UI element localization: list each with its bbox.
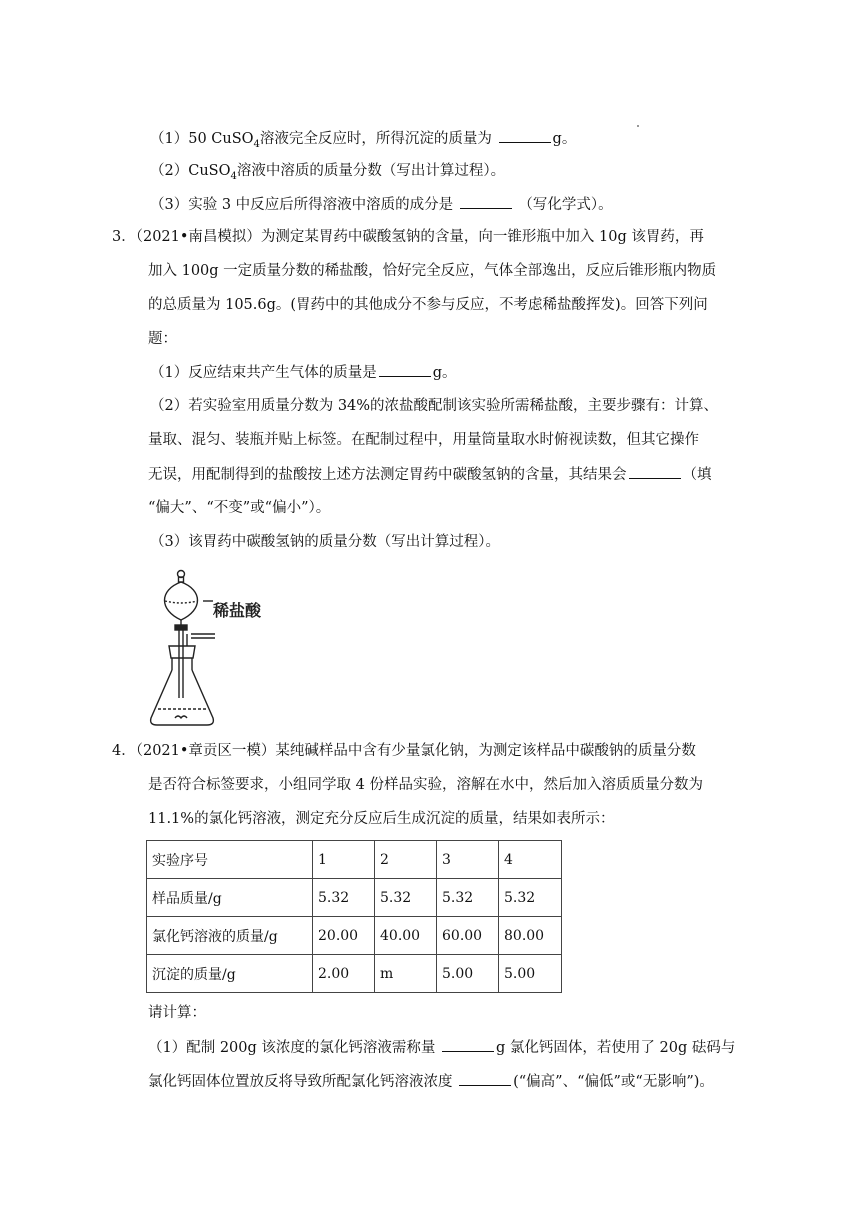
table-row	[147, 917, 562, 955]
q4-stem-line3: 11.1%的氯化钙溶液，测定充分反应后生成沉淀的质量，结果如表所示：	[148, 811, 615, 827]
answer-blank[interactable]	[499, 128, 551, 143]
q2-part3: （3）实验 3 中反应后所得溶液中溶质的成分是 （写化学式）。	[150, 194, 613, 215]
table-cell: 沉淀的质量/g	[147, 955, 313, 993]
q3-part1: （1）反应结束共产生气体的质量是 g。	[150, 362, 457, 383]
answer-blank[interactable]	[459, 1071, 511, 1086]
q4-calc-label: 请计算：	[148, 1005, 206, 1021]
q3-part2-line1: （2）若实验室用质量分数为 34%的浓盐酸配制该实验所需稀盐酸，主要步骤有：计算、	[150, 398, 719, 414]
table-cell: 2.00	[313, 955, 375, 993]
table-cell: 4	[499, 841, 562, 879]
q3-part2-line3: 无误，用配制得到的盐酸按上述方法测定胃药中碳酸氢钠的含量，其结果会 （填	[148, 464, 712, 485]
solid-sample	[175, 716, 187, 718]
table-cell: m	[375, 955, 437, 993]
results-table	[146, 840, 562, 993]
q3-part3: （3）该胃药中碳酸氢钠的质量分数（写出计算过程）。	[150, 534, 500, 550]
q4-stem-line1: 4．（2021•章贡区一模）某纯碱样品中含有少量氯化钠，为测定该样品中碳酸钠的质量分数	[112, 743, 696, 759]
q2-part1: （1）50 CuSO$_4$溶液完全反应时，所得沉淀的质量为 g。	[150, 128, 576, 155]
table-cell: 1	[313, 841, 375, 879]
q3-stem-line1: 3．（2021•南昌模拟）为测定某胃药中碳酸氢钠的含量，向一锥形瓶中加入 10g 该胃药，再	[112, 229, 704, 245]
separatory-funnel	[165, 582, 198, 620]
table-cell: 5.32	[375, 879, 437, 917]
table-row	[147, 841, 562, 879]
table-cell: 40.00	[375, 917, 437, 955]
table-cell: 氯化钙溶液的质量/g	[147, 917, 313, 955]
table-cell: 2	[375, 841, 437, 879]
q3-stem-line4: 题：	[148, 331, 177, 347]
rubber-stopper	[169, 646, 195, 658]
table-cell: 60.00	[437, 917, 499, 955]
table-row	[147, 955, 562, 993]
funnel-liquid	[165, 601, 197, 603]
table-cell: 3	[437, 841, 499, 879]
stopcock	[175, 625, 187, 630]
table-cell: 样品质量/g	[147, 879, 313, 917]
answer-blank[interactable]	[442, 1037, 494, 1052]
q3-part2-line2: 量取、混匀、装瓶并贴上标签。在配制过程中，用量筒量取水时俯视读数，但其它操作	[148, 432, 699, 448]
table-cell: 5.32	[437, 879, 499, 917]
q3-part2-line4: “偏大”、“不变”或“偏小”）。	[148, 500, 331, 516]
answer-blank[interactable]	[460, 194, 512, 209]
table-cell: 5.32	[499, 879, 562, 917]
figure-label: 稀盐酸	[213, 601, 262, 620]
speck	[637, 125, 639, 127]
q4-part1-line2: 氯化钙固体位置放反将导致所配氯化钙溶液浓度 (“偏高”、“偏低”或“无影响”)。	[148, 1071, 714, 1092]
table-cell: 20.00	[313, 917, 375, 955]
q3-stem-line2: 加入 100g 一定质量分数的稀盐酸，恰好完全反应，气体全部逸出，反应后锥形瓶内物质	[148, 263, 717, 279]
side-tube	[187, 634, 215, 640]
table-cell: 实验序号	[147, 841, 313, 879]
table-cell: 5.32	[313, 879, 375, 917]
table-cell: 80.00	[499, 917, 562, 955]
answer-blank[interactable]	[629, 464, 681, 479]
q4-stem-line2: 是否符合标签要求，小组同学取 4 份样品实验，溶解在水中，然后加入溶质质量分数为	[148, 777, 703, 793]
apparatus-figure	[145, 568, 275, 733]
q3-stem-line3: 的总质量为 105.6g。(胃药中的其他成分不参与反应，不考虑稀盐酸挥发)。回答下列问	[148, 297, 708, 313]
q2-part2: （2）CuSO$_4$溶液中溶质的质量分数（写出计算过程）。	[150, 163, 506, 182]
q4-part1-line1: （1）配制 200g 该浓度的氯化钙溶液需称量 g 氯化钙固体，若使用了 20g 砝码与	[148, 1037, 735, 1058]
table-cell: 5.00	[499, 955, 562, 993]
table-row	[147, 879, 562, 917]
answer-blank[interactable]	[379, 362, 431, 377]
table-cell: 5.00	[437, 955, 499, 993]
